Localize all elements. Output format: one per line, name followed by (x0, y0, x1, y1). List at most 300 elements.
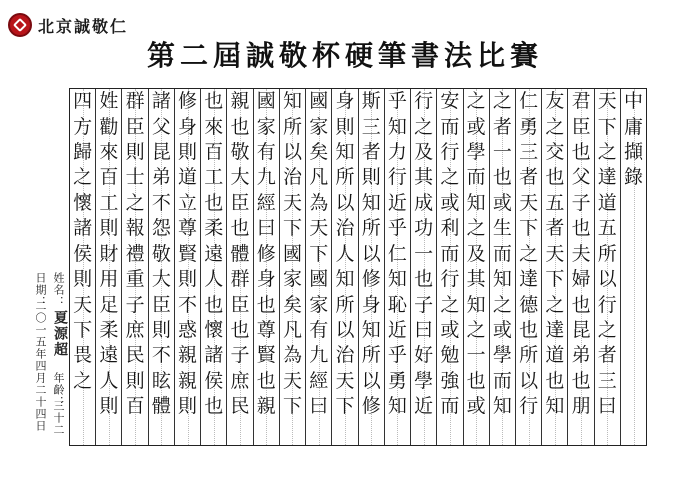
character: 之 (466, 90, 486, 113)
character: 百 (204, 141, 224, 164)
grid-cell (175, 267, 200, 292)
grid-cell (201, 343, 226, 368)
grid-cell (175, 191, 200, 216)
grid-cell (411, 242, 436, 267)
grid-cell (385, 165, 410, 190)
character: 賢 (256, 344, 276, 367)
grid-cell (464, 394, 489, 419)
grid-cell (227, 114, 252, 139)
grid-cell (464, 114, 489, 139)
grid-cell (359, 292, 384, 317)
grid-cell (464, 267, 489, 292)
character: 天 (282, 369, 302, 392)
character: 三 (519, 141, 539, 164)
character: 也 (230, 115, 250, 138)
grid-cell (122, 89, 147, 114)
character: 或 (440, 191, 460, 214)
grid-cell (385, 394, 410, 419)
grid-cell (568, 292, 593, 317)
grid-cell (542, 242, 567, 267)
grid-cell (437, 318, 462, 343)
character: 昆 (151, 141, 171, 164)
grid-cell (595, 216, 620, 241)
character: 成 (414, 191, 434, 214)
grid-cell (280, 242, 305, 267)
character: 身 (256, 268, 276, 291)
character: 或 (466, 115, 486, 138)
grid-cell (306, 165, 331, 190)
grid-cell (175, 343, 200, 368)
grid-column (95, 89, 121, 445)
character: 一 (466, 344, 486, 367)
character: 其 (414, 166, 434, 189)
grid-cell (227, 165, 252, 190)
character: 來 (204, 115, 224, 138)
grid-cell (227, 89, 252, 114)
grid-cell (122, 140, 147, 165)
character: 一 (492, 141, 512, 164)
character: 交 (545, 141, 565, 164)
character: 禮 (125, 242, 145, 265)
grid-cell (516, 394, 541, 419)
character: 工 (204, 166, 224, 189)
grid-cell (385, 267, 410, 292)
grid-cell (359, 114, 384, 139)
grid-cell (621, 114, 646, 139)
character: 所 (335, 166, 355, 189)
grid-cell (201, 292, 226, 317)
character: 凡 (309, 166, 329, 189)
character: 九 (309, 344, 329, 367)
character: 侯 (204, 369, 224, 392)
grid-cell (254, 140, 279, 165)
grid-cell (70, 292, 95, 317)
character: 行 (387, 166, 407, 189)
grid-column (305, 89, 331, 445)
grid-cell (542, 89, 567, 114)
character: 者 (519, 166, 539, 189)
character: 三 (597, 369, 617, 392)
grid-cell (568, 191, 593, 216)
character: 方 (73, 115, 93, 138)
character: 臣 (571, 115, 591, 138)
grid-cell (96, 343, 121, 368)
grid-column (148, 89, 174, 445)
grid-cell (280, 343, 305, 368)
grid-cell (280, 89, 305, 114)
grid-cell (542, 394, 567, 419)
grid-cell (70, 394, 95, 419)
grid-cell (254, 318, 279, 343)
character: 子 (571, 191, 591, 214)
character: 群 (230, 268, 250, 291)
grid-cell (149, 140, 174, 165)
grid-cell (437, 267, 462, 292)
character: 懷 (73, 191, 93, 214)
grid-cell (149, 394, 174, 419)
grid-cell (385, 318, 410, 343)
character: 經 (309, 369, 329, 392)
grid-cell (332, 216, 357, 241)
grid-cell (201, 419, 226, 444)
character: 擷 (624, 141, 644, 164)
character: 以 (519, 369, 539, 392)
grid-column (436, 89, 462, 445)
grid-cell (437, 292, 462, 317)
grid-column (70, 89, 95, 445)
grid-cell (122, 318, 147, 343)
character: 也 (545, 166, 565, 189)
grid-cell (280, 419, 305, 444)
character: 也 (571, 141, 591, 164)
grid-cell (280, 267, 305, 292)
character: 之 (414, 115, 434, 138)
grid-cell (122, 242, 147, 267)
grid-cell (201, 114, 226, 139)
grid-cell (359, 140, 384, 165)
grid-cell (516, 242, 541, 267)
character: 體 (230, 242, 250, 265)
grid-cell (542, 140, 567, 165)
grid-column (331, 89, 357, 445)
grid-cell (595, 419, 620, 444)
character: 之 (492, 90, 512, 113)
character: 親 (230, 90, 250, 113)
character: 之 (466, 217, 486, 240)
grid-cell (542, 191, 567, 216)
character: 也 (492, 166, 512, 189)
grid-cell (149, 318, 174, 343)
character: 婦 (571, 268, 591, 291)
character: 近 (387, 191, 407, 214)
character: 臣 (230, 293, 250, 316)
grid-cell (411, 394, 436, 419)
character: 之 (125, 191, 145, 214)
character: 則 (125, 369, 145, 392)
grid-cell (201, 140, 226, 165)
grid-cell (201, 242, 226, 267)
grid-cell (227, 242, 252, 267)
character: 百 (99, 166, 119, 189)
grid-cell (490, 140, 515, 165)
grid-cell (385, 140, 410, 165)
grid-cell (411, 419, 436, 444)
character: 仁 (387, 242, 407, 265)
character: 敬 (151, 242, 171, 265)
grid-cell (595, 394, 620, 419)
grid-cell (280, 369, 305, 394)
grid-column (200, 89, 226, 445)
character: 知 (492, 395, 512, 418)
grid-cell (201, 267, 226, 292)
grid-cell (149, 165, 174, 190)
character: 者 (361, 141, 381, 164)
character: 而 (440, 395, 460, 418)
character: 天 (519, 191, 539, 214)
grid-column (620, 89, 646, 445)
character: 民 (125, 344, 145, 367)
character: 諸 (73, 217, 93, 240)
character: 國 (309, 268, 329, 291)
character: 五 (545, 191, 565, 214)
grid-cell (96, 369, 121, 394)
grid-cell (411, 216, 436, 241)
character: 凡 (282, 319, 302, 341)
character: 有 (309, 319, 329, 341)
grid-cell (359, 242, 384, 267)
grid-cell (96, 242, 121, 267)
grid-cell (621, 165, 646, 190)
grid-cell (621, 292, 646, 317)
character: 之 (545, 293, 565, 316)
character: 怨 (151, 217, 171, 240)
grid-column (358, 89, 384, 445)
character: 下 (309, 242, 329, 265)
character: 及 (466, 242, 486, 265)
grid-cell (437, 419, 462, 444)
grid-cell (149, 267, 174, 292)
character: 而 (492, 369, 512, 392)
grid-cell (359, 191, 384, 216)
grid-cell (516, 267, 541, 292)
grid-cell (332, 89, 357, 114)
grid-cell (227, 419, 252, 444)
character: 身 (361, 293, 381, 316)
character: 侯 (73, 242, 93, 265)
character: 以 (335, 319, 355, 341)
grid-cell (227, 318, 252, 343)
character: 重 (125, 268, 145, 291)
grid-cell (175, 394, 200, 419)
character: 也 (571, 217, 591, 240)
grid-cell (175, 140, 200, 165)
character: 人 (99, 369, 119, 392)
character: 九 (256, 166, 276, 189)
character: 立 (178, 191, 198, 214)
character: 遠 (99, 344, 119, 367)
character: 德 (519, 293, 539, 316)
character: 不 (178, 293, 198, 316)
grid-cell (437, 114, 462, 139)
character: 則 (178, 141, 198, 164)
grid-cell (70, 419, 95, 444)
grid-cell (621, 419, 646, 444)
character: 勸 (99, 115, 119, 138)
grid-cell (122, 267, 147, 292)
character: 勉 (440, 344, 460, 367)
character: 之 (466, 319, 486, 341)
grid-cell (201, 165, 226, 190)
grid-cell (332, 191, 357, 216)
grid-column (226, 89, 252, 445)
character: 不 (151, 344, 171, 367)
character: 知 (466, 293, 486, 316)
character: 家 (309, 293, 329, 316)
grid-cell (542, 165, 567, 190)
character: 或 (466, 395, 486, 418)
character: 下 (282, 217, 302, 240)
grid-cell (542, 318, 567, 343)
grid-cell (96, 165, 121, 190)
character: 臣 (151, 293, 171, 316)
grid-cell (227, 191, 252, 216)
grid-cell (96, 216, 121, 241)
grid-cell (70, 89, 95, 114)
grid-cell (306, 216, 331, 241)
character: 曰 (414, 319, 434, 341)
grid-cell (122, 165, 147, 190)
character: 也 (466, 369, 486, 392)
grid-cell (332, 318, 357, 343)
grid-cell (568, 369, 593, 394)
character: 或 (440, 319, 460, 341)
grid-cell (149, 419, 174, 444)
grid-cell (385, 242, 410, 267)
character: 則 (125, 141, 145, 164)
character: 知 (361, 319, 381, 341)
character: 近 (414, 395, 434, 418)
grid-cell (490, 343, 515, 368)
grid-cell (149, 114, 174, 139)
character: 之 (519, 242, 539, 265)
grid-cell (359, 165, 384, 190)
character: 斯 (361, 90, 381, 113)
character: 子 (125, 293, 145, 316)
grid-cell (411, 114, 436, 139)
character: 而 (440, 242, 460, 265)
character: 知 (387, 268, 407, 291)
character: 則 (99, 395, 119, 418)
grid-cell (175, 216, 200, 241)
grid-cell (175, 242, 200, 267)
grid-cell (490, 369, 515, 394)
character: 修 (361, 395, 381, 418)
character: 不 (151, 191, 171, 214)
brand-header (8, 10, 128, 40)
grid-cell (306, 114, 331, 139)
character: 三 (361, 115, 381, 138)
character: 人 (335, 242, 355, 265)
character: 也 (571, 369, 591, 392)
grid-column (541, 89, 567, 445)
character: 學 (414, 369, 434, 392)
grid-cell (464, 140, 489, 165)
grid-cell (464, 369, 489, 394)
grid-cell (568, 89, 593, 114)
grid-cell (385, 343, 410, 368)
character: 弟 (571, 344, 591, 367)
character: 之 (597, 319, 617, 341)
character: 子 (414, 293, 434, 316)
grid-cell (437, 89, 462, 114)
grid-cell (516, 216, 541, 241)
character: 而 (492, 242, 512, 265)
character: 知 (545, 395, 565, 418)
grid-cell (227, 343, 252, 368)
grid-cell (122, 369, 147, 394)
character: 天 (309, 217, 329, 240)
grid-cell (280, 318, 305, 343)
character: 體 (151, 395, 171, 418)
character: 道 (178, 166, 198, 189)
grid-cell (359, 394, 384, 419)
grid-cell (306, 89, 331, 114)
grid-cell (332, 267, 357, 292)
grid-cell (175, 318, 200, 343)
grid-cell (464, 419, 489, 444)
character: 恥 (387, 293, 407, 316)
character: 則 (151, 319, 171, 341)
grid-cell (542, 419, 567, 444)
character: 知 (361, 191, 381, 214)
grid-cell (70, 191, 95, 216)
grid-cell (201, 89, 226, 114)
character: 也 (256, 369, 276, 392)
character: 所 (361, 344, 381, 367)
grid-cell (490, 419, 515, 444)
grid-cell (411, 292, 436, 317)
grid-cell (149, 292, 174, 317)
character: 足 (99, 293, 119, 316)
grid-cell (437, 216, 462, 241)
grid-cell (464, 216, 489, 241)
grid-cell (96, 114, 121, 139)
grid-cell (490, 114, 515, 139)
grid-cell (254, 267, 279, 292)
grid-cell (122, 343, 147, 368)
character: 也 (571, 293, 591, 316)
character: 乎 (387, 344, 407, 367)
grid-cell (542, 369, 567, 394)
grid-cell (254, 114, 279, 139)
grid-cell (621, 318, 646, 343)
grid-cell (175, 165, 200, 190)
grid-cell (70, 242, 95, 267)
grid-cell (437, 191, 462, 216)
grid-cell (621, 394, 646, 419)
grid-cell (96, 267, 121, 292)
character: 群 (125, 90, 145, 113)
character: 或 (492, 191, 512, 214)
character: 也 (519, 319, 539, 341)
grid-cell (359, 419, 384, 444)
character: 子 (230, 344, 250, 367)
grid-cell (227, 369, 252, 394)
grid-cell (332, 292, 357, 317)
grid-cell (254, 292, 279, 317)
grid-cell (96, 89, 121, 114)
character: 知 (466, 191, 486, 214)
character: 身 (178, 115, 198, 138)
grid-cell (595, 343, 620, 368)
grid-cell (70, 369, 95, 394)
character: 矣 (309, 141, 329, 164)
grid-cell (516, 165, 541, 190)
character: 經 (256, 191, 276, 214)
character: 知 (335, 141, 355, 164)
character: 柔 (204, 217, 224, 240)
character: 為 (309, 191, 329, 214)
character: 以 (282, 141, 302, 164)
grid-cell (359, 369, 384, 394)
grid-cell (149, 242, 174, 267)
grid-cell (464, 89, 489, 114)
grid-cell (437, 394, 462, 419)
grid-cell (516, 419, 541, 444)
character: 也 (256, 293, 276, 316)
character: 達 (545, 319, 565, 341)
character: 而 (440, 115, 460, 138)
